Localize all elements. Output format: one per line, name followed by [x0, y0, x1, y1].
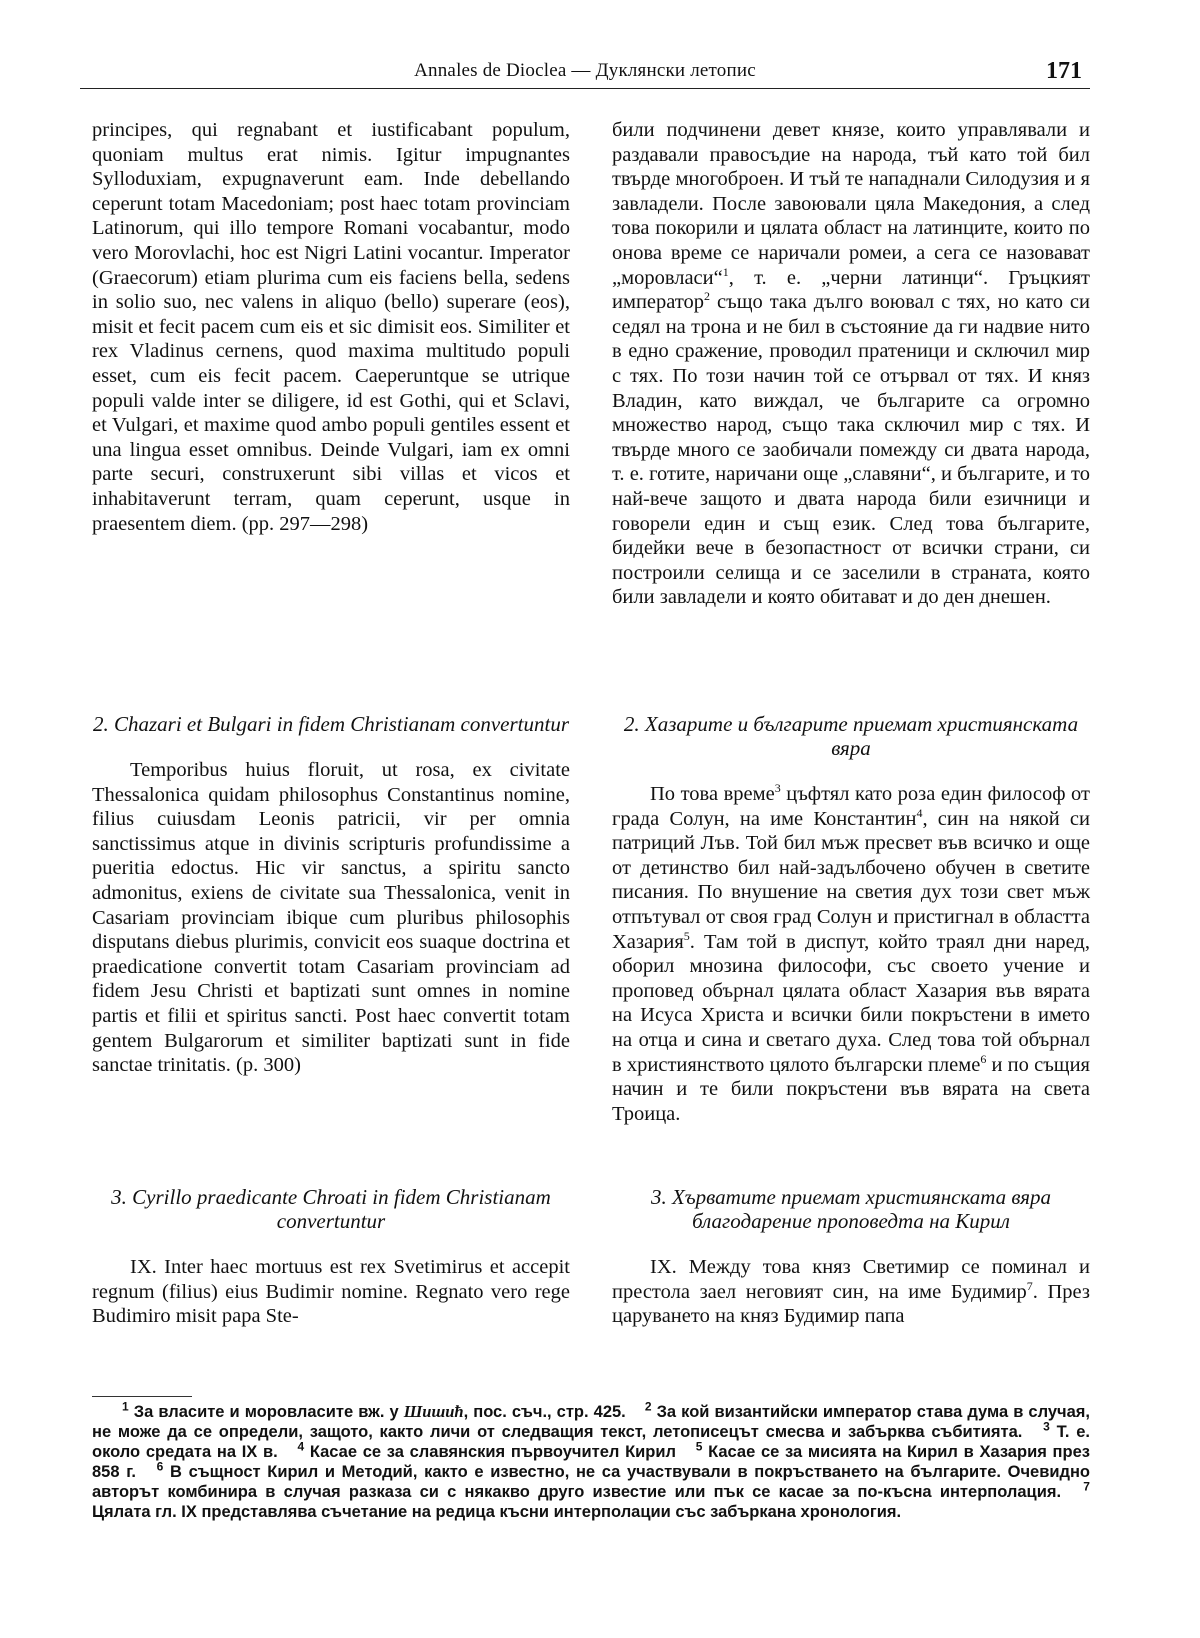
latin-column [92, 118, 570, 536]
bulgarian-heading-3: 3. Хърватите приемат християнската вяра благодарение проповедта на Кирил [650, 1185, 1052, 1233]
bulgarian-heading-2: 2. Хазарите и българите приемат християнската вяра [623, 712, 1079, 760]
running-title: Annales de Dioclea — Дуклянски летопис [414, 60, 756, 81]
page-number: 171 [1046, 58, 1082, 84]
bulgarian-paragraph-2: По това време$^3$ цъфтял като роза един философ от града Солун, на име Константин$^4$, син на някой си патриций Лъв. Той бил мъж пресвет във всичко и още от детинство бил най-задълбочено обучен в светите писания. По внушение на светия дух този свет мъж отпътувал от своя град Солун и пристигнал в областта Хазария$^5$. Там той в диспут, който траял дни наред, оборил мнозина философи, със своето учение и проповед обърнал цялата област Хазария във вярата на Исуса Христа и всички били покръстени в името на отца и сина и светаго духа. След това той обърнал в християнството цялото български племе$^6$ и по същия начин и те били покръстени във вярата на света Троица. [612, 781, 1090, 1125]
footnotes [92, 1399, 1091, 1522]
bulgarian-column [612, 118, 1090, 610]
footnote-ref-7[interactable]: 7 [1026, 1278, 1033, 1293]
latin-paragraph-2: Temporibus huius floruit, ut rosa, ex civitate Thessalonica quidam philosophus Constantinus nomine, filius cuiusdam Leonis patricii, vir per omnia sanctissimus atque in divinis scripturis profundissime a pueritia edoctus. Hic vir sanctus, a spiritu sancto admonitus, exiens de civitate sua Thessalonica, venit in Casariam provinciam ibique cum pluribus philosophis disputans diebus plurimis, convicit eos suaque doctrina et praedicatione convertit totam Casariam provinciam ad fidem Jesu Christi et baptizati sunt omnes in nomine partis et filii et spiritus sancti. Post haec convertit totam gentem Bulgarorum et similiter baptizati sunt in fide sanctae trinitatis. (p. 300) [92, 759, 570, 1077]
footnote-ref-5[interactable]: 5 [683, 928, 690, 943]
footnote-ref-1[interactable]: 1 [722, 264, 729, 279]
latin-heading-3: 3. Cyrillo praedicante Chroati in fidem Christianam convertuntur [111, 1185, 551, 1233]
cited-author: Шишић [403, 1402, 464, 1421]
footnote-rule [92, 1396, 192, 1397]
footnote-number-5: 5 [695, 1439, 703, 1454]
footnote-number-7: 7 [1083, 1479, 1090, 1494]
footnote-number-3: 3 [1043, 1419, 1050, 1434]
footnote-ref-4[interactable]: 4 [916, 805, 923, 820]
bulgarian-section-2 [612, 712, 1090, 1126]
footnote-number-4: 4 [297, 1439, 305, 1454]
footnote-ref-2[interactable]: 2 [704, 289, 711, 304]
footnotes-text: $^1$ За власите и моровласите вж. у Шишић, пос. съч., стр. 425. $^2$ За кой византийски император става дума в случая, не може да се определи, защото, както личи от следващия текст, летописецът смесва и забърква събитията. $^3$ Т. е. около средата на IX в. $^4$ Касае се за славянския първоучител Кирил $^5$ Касае се за мисията на Кирил в Хазария през 858 г. $^6$ В същност Кирил и Методий, както е известно, не са участвували в покръстването на българите. Очевидно авторът комбинира в случая разказа си с някакво друго известие или пък се касае за по-късна интерполация. $^7$ Цялата гл. IX представлява съчетание на редица късни интерполации със забъркана хронология. [92, 1399, 1091, 1521]
latin-paragraph-3: IX. Inter haec mortuus est rex Svetimirus et accepit regnum (filius) eius Budimir nomine. Regnato vero rege Budimiro misit papa Ste- [92, 1256, 570, 1328]
footnote-number-2: 2 [644, 1399, 652, 1414]
bulgarian-paragraph-1: били подчинени девет князе, които управлявали и раздавали правосъдие на народа, тъй като той бил твърде многоброен. И тъй те нападнали Силодузия и я завладели. После завоювали цяла Македония, а след това покорили и цялата област на латинците, които по онова време се наричали ромеи, а сега се назовават „моровласи“$^1$, т. е. „черни латинци“. Гръцкият император$^2$ също така дълго воювал с тях, но като си седял на трона и не бил в състояние да ги надвие нито в едно сражение, проводил пратеници и сключил мир с тях. По този начин той се отървал от тях. И княз Владин, като виждал, че българите са огромно множество народ, също така сключил мир с тях. И твърде много се заобичали помежду си двата народа, т. е. готите, наричани още „славяни“, и българите, и то най-вече защото и двата народа били езичници и говорели един и същ език. След това българите, бидейки вече в безопастност от всички страни, си построили селища и се заселили в страната, която били завладели и която обитават и до ден днешен. [612, 119, 1090, 609]
footnote-ref-3[interactable]: 3 [774, 781, 781, 796]
footnote-number-6: 6 [156, 1459, 164, 1474]
bulgarian-paragraph-3: IX. Между това княз Светимир се поминал и престола заел неговият син, на име Будимир$^7$. През царуването на княз Будимир папа [612, 1256, 1090, 1328]
bulgarian-section-3 [612, 1185, 1090, 1329]
footnote-number-1: 1 [122, 1399, 129, 1414]
header-rule [80, 88, 1090, 89]
latin-section-2 [92, 712, 570, 1078]
latin-paragraph-1: principes, qui regnabant et iustificabant populum, quoniam multus erat nimis. Igitur impugnantes Sylloduxiam, expugnaverunt eam. Inde debellando ceperunt totam Macedoniam; post haec totam provinciam Latinorum, qui illo tempore Romani vocabantur, modo vero Morovlachi, hoc est Nigri Latini vocantur. Imperator (Graecorum) etiam plurima cum eis faciens bella, sedens in solio suo, nec valens in aliquo (bello) superare (eos), misit et fecit pacem cum eis et sic dimisit eos. Similiter et rex Vladinus cernens, quod maxima multitudo populi esset, cum eis fecit pacem. Caeperuntque se utrique populi valde inter se diligere, id est Gothi, qui et Sclavi, et Vulgari, et maxime quod ambo populi gentiles essent et una lingua esset omnibus. Deinde Vulgari, iam ex omni parte securi, construxerunt sibi villas et vicos et inhabitaverunt terram, quam ceperunt, usque in praesentem diem. (pp. 297—298) [92, 119, 570, 535]
footnote-ref-6[interactable]: 6 [980, 1051, 987, 1066]
running-header [80, 58, 1090, 88]
latin-section-3 [92, 1185, 570, 1329]
latin-heading-2: 2. Chazari et Bulgari in fidem Christianam convertuntur [93, 712, 569, 736]
